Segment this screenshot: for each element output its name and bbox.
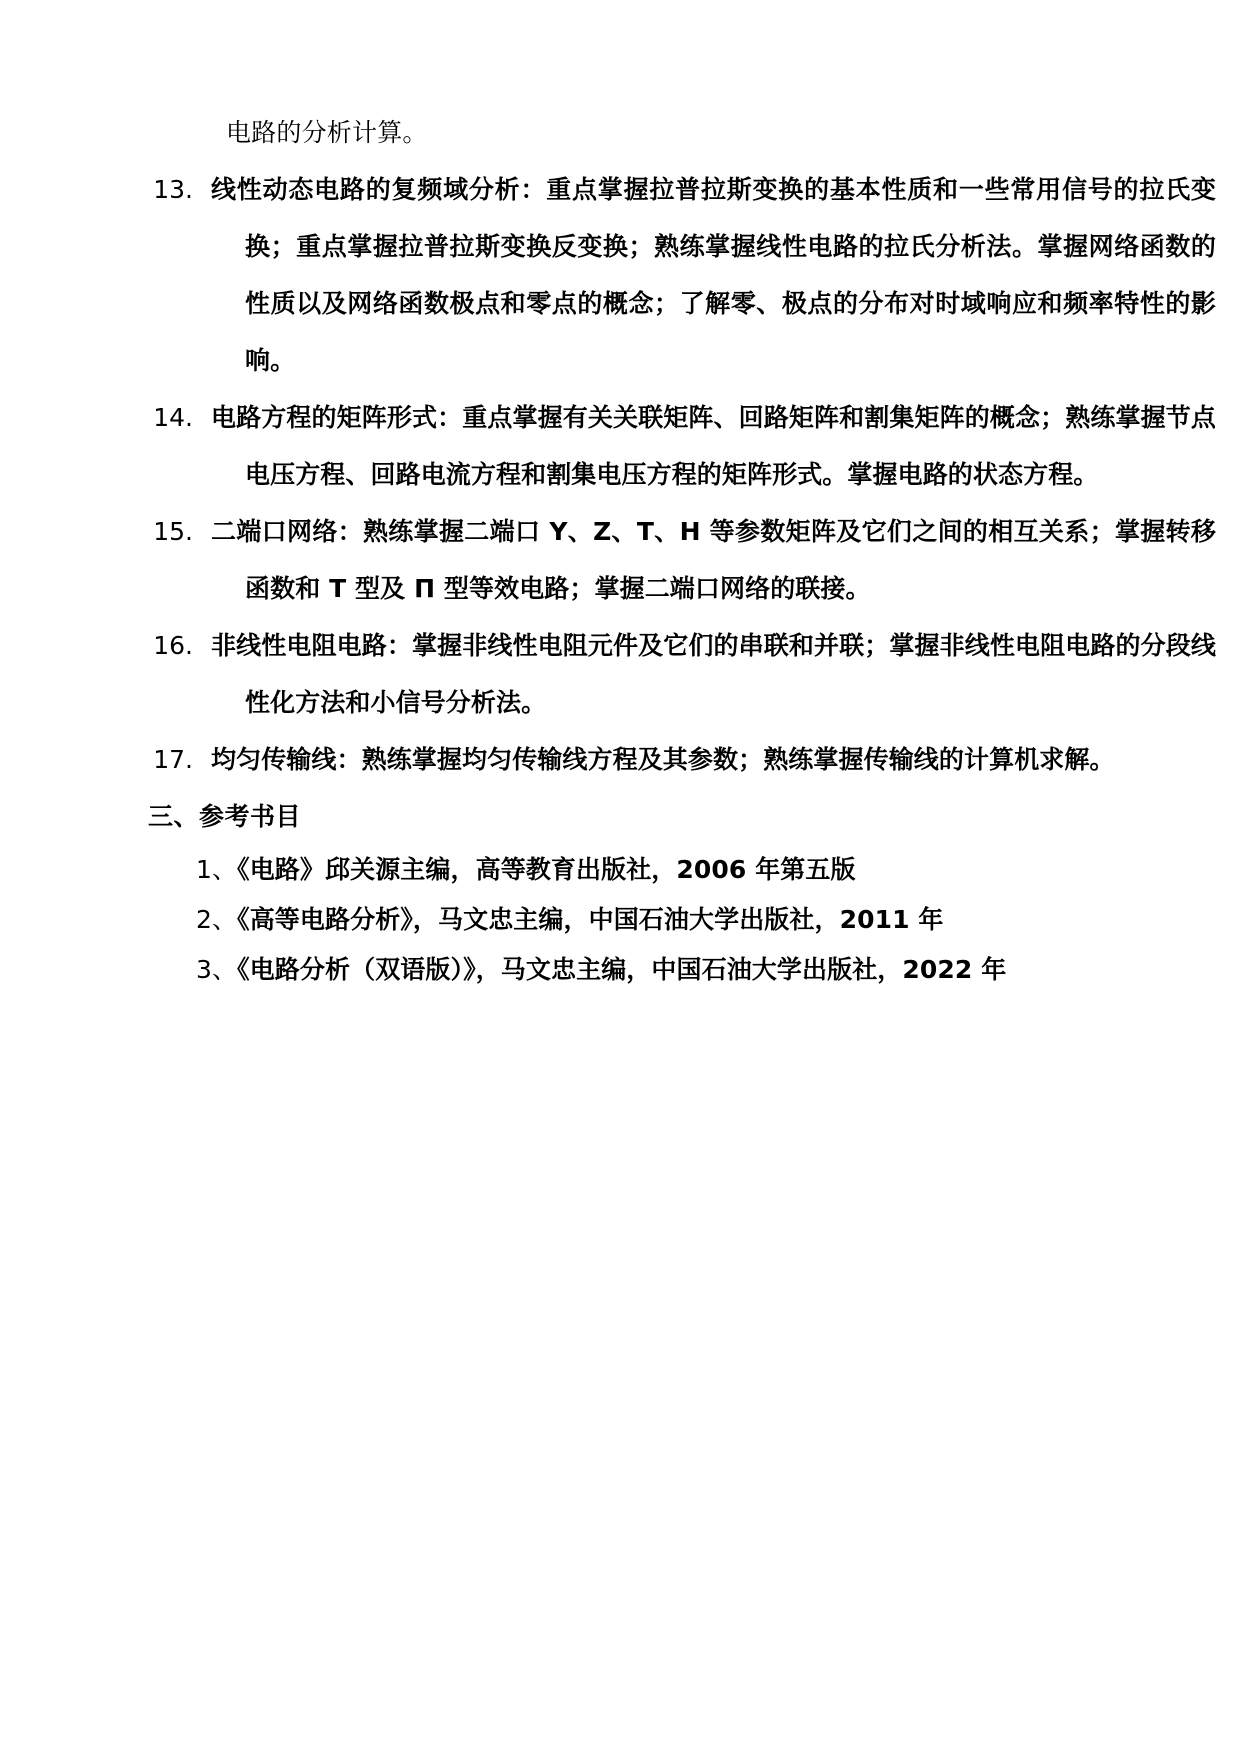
syllabus-item-17-number: 17. (153, 745, 193, 774)
reference-item-3 (196, 945, 1216, 995)
syllabus-item-15 (148, 503, 1216, 617)
syllabus-item-16-number: 16. (153, 631, 193, 660)
reference-item-3-number: 3、 (196, 955, 238, 984)
reference-item-1-text: 《电路》邱关源主编，高等教育出版社，2006 年第五版 (237, 855, 856, 884)
syllabus-item-13-number: 13. (153, 175, 193, 204)
syllabus-item-14-text (193, 389, 1216, 503)
syllabus-item-15-number: 15. (153, 517, 193, 546)
reference-item-2 (196, 895, 1216, 945)
syllabus-item-13 (148, 161, 1216, 389)
syllabus-item-16 (148, 617, 1216, 731)
syllabus-item-16-text (193, 617, 1216, 731)
syllabus-item-13-body: 线性动态电路的复频域分析：重点掌握拉普拉斯变换的基本性质和一些常用信号的拉氏变换；重点掌握拉普拉斯变换反变换；熟练掌握线性电路的拉氏分析法。掌握网络函数的性质以及网络函数极点和零点的概念；了解零、极点的分布对时域响应和频率特性的影响。 (211, 175, 1216, 375)
syllabus-item-17 (148, 731, 1216, 788)
reference-item-2-number: 2、 (196, 905, 238, 934)
carryover-paragraph: 电路的分析计算。 (226, 118, 428, 147)
syllabus-item-15-body: 二端口网络：熟练掌握二端口 Y、Z、T、H 等参数矩阵及它们之间的相互关系；掌握转移函数和 T 型及 Π 型等效电路；掌握二端口网络的联接。 (211, 517, 1216, 603)
page-content (148, 104, 1216, 995)
reference-item-1 (196, 845, 1216, 895)
section-heading-references: 三、参考书目 (148, 802, 302, 831)
syllabus-item-14-body: 电路方程的矩阵形式：重点掌握有关关联矩阵、回路矩阵和割集矩阵的概念；熟练掌握节点电压方程、回路电流方程和割集电压方程的矩阵形式。掌握电路的状态方程。 (211, 403, 1216, 489)
syllabus-item-16-body: 非线性电阻电路：掌握非线性电阻元件及它们的串联和并联；掌握非线性电阻电路的分段线性化方法和小信号分析法。 (211, 631, 1216, 717)
syllabus-item-17-text (193, 731, 1216, 788)
reference-item-1-number: 1、 (196, 855, 238, 884)
syllabus-item-15-text (193, 503, 1216, 617)
syllabus-item-14-number: 14. (153, 403, 193, 432)
reference-item-3-text: 《电路分析（双语版）》，马文忠主编，中国石油大学出版社，2022 年 (237, 955, 1007, 984)
syllabus-item-14 (148, 389, 1216, 503)
syllabus-item-17-body: 均匀传输线：熟练掌握均匀传输线方程及其参数；熟练掌握传输线的计算机求解。 (211, 745, 1115, 774)
reference-item-2-text: 《高等电路分析》，马文忠主编，中国石油大学出版社，2011 年 (237, 905, 944, 934)
syllabus-item-13-text (193, 161, 1216, 389)
